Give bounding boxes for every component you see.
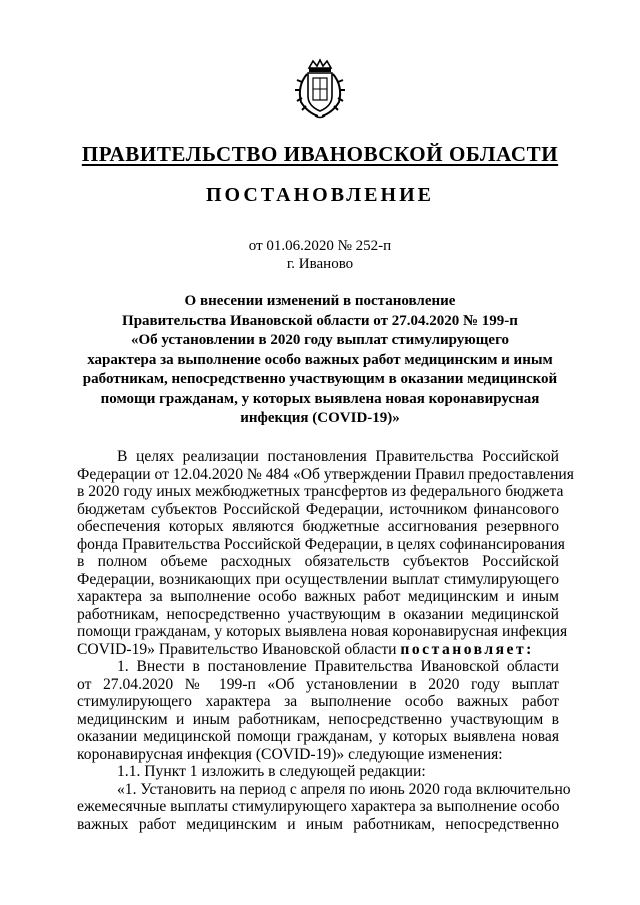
text-line: оказании медицинской помощи гражданам, у которых выявлена новая (77, 728, 559, 745)
text-line: от 27.04.2020 № 199-п «Об установлении в 2020 году выплат (77, 675, 559, 693)
text-line: в 2020 году иных межбюджетных трансфертов из федерального бюджета (77, 483, 564, 500)
text-line: помощи гражданам, у которых выявлена новая коронавирусная инфекция (77, 623, 568, 640)
text-line (77, 641, 559, 659)
decree-prefix: COVID-19» Правительство Ивановской области (77, 640, 401, 658)
text-line: медицинским и иным работникам, непосредственно участвующим в (77, 710, 559, 728)
text-line: 1.1. Пункт 1 изложить в следующей редакции: (117, 763, 426, 780)
text-line: работникам, непосредственно участвующим в оказании медицинской (77, 605, 559, 623)
text-line: ежемесячные выплаты стимулирующего характера за выполнение особо (77, 798, 560, 815)
text-line: 1. Внести в постановление Правительства Ивановской области (117, 658, 559, 675)
document-title-line: О внесении изменений в постановление (184, 293, 456, 309)
text-line: важных работ медицинским и иным работникам, непосредственно (77, 815, 559, 833)
text-line: В целях реализации постановления Правительства Российской (117, 448, 559, 465)
document-title-line: «Об установлении в 2020 году выплат стимулирующего (130, 332, 510, 348)
text-line: характера за выполнение особо важных работ медицинским и иным (77, 588, 559, 605)
document-title-line: инфекция (COVID-19)» (240, 410, 400, 426)
text-line: Федерации от 12.04.2020 № 484 «Об утверждении Правил предоставления (77, 465, 574, 483)
document-title-line: Правительства Ивановской области от 27.04.2020 № 199-п (122, 312, 518, 329)
text-line: коронавирусная инфекция (COVID-19)» следующие изменения: (77, 745, 503, 763)
document-type-heading: ПОСТАНОВЛЕНИЕ (206, 184, 434, 206)
text-line: стимулирующего характера за выполнение особо важных работ (77, 693, 559, 710)
document-title-line: помощи гражданам, у которых выявлена новая коронавирусная (100, 390, 540, 407)
text-line: обеспечения которых являются бюджетные ассигнования резервного (77, 518, 559, 535)
text-line: бюджетам субъектов Российской Федерации, источником финансового (77, 500, 559, 518)
document-city: г. Иваново (286, 256, 354, 272)
text-line: «1. Установить на период с апреля по июнь 2020 года включительно (117, 780, 571, 798)
text-line: в полном объеме расходных обязательств субъектов Российской (77, 553, 559, 570)
text-line: Федерации, возникающих при осуществлении выплат стимулирующего (77, 570, 559, 588)
document-title-line: характера за выполнение особо важных работ медицинским и иным (87, 351, 553, 368)
government-title: ПРАВИТЕЛЬСТВО ИВАНОВСКОЙ ОБЛАСТИ (81, 142, 559, 166)
ivanovo-coat-of-arms-icon (293, 58, 347, 120)
preamble-paragraph (77, 448, 574, 833)
text-line: фонда Правительства Российской Федерации, в целях софинансирования (77, 535, 565, 553)
decree-word: постановляет: (400, 640, 534, 658)
document-title-line: работникам, непосредственно участвующим в оказании медицинской (82, 371, 558, 387)
document-date-number: от 01.06.2020 № 252-п (248, 238, 392, 254)
document-title (70, 292, 570, 429)
